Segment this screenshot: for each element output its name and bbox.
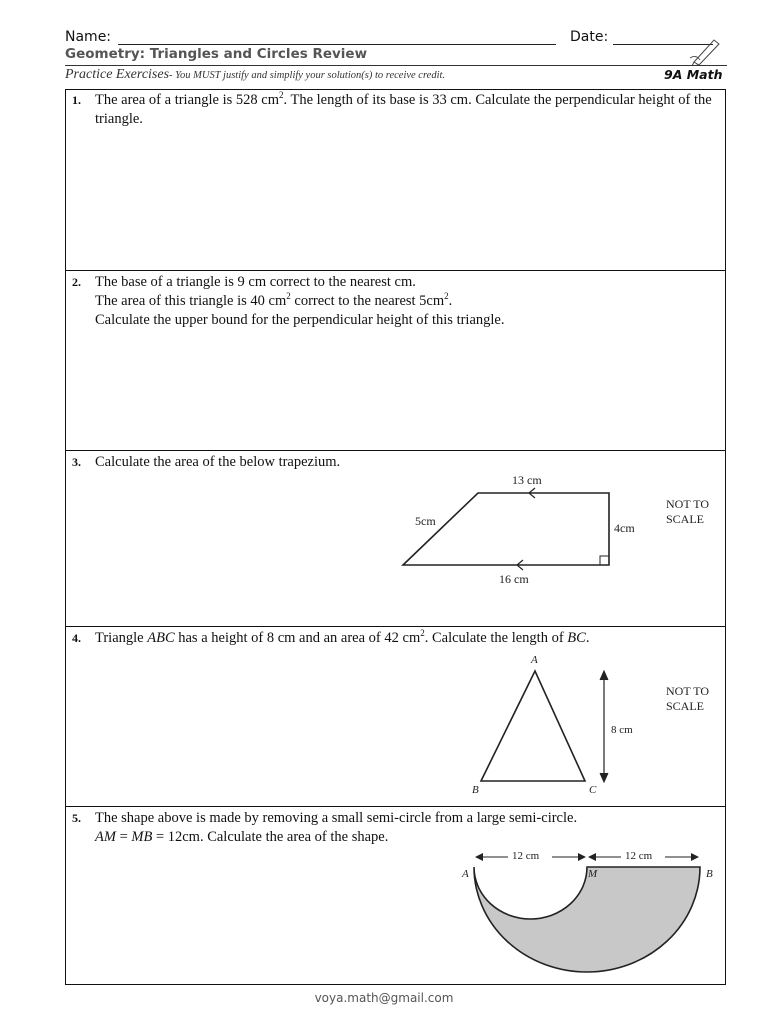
subtitle-main: Practice Exercises — [65, 67, 170, 82]
course-label: 9A Math — [664, 67, 723, 82]
question-1 — [65, 89, 726, 270]
date-label: Date: — [570, 29, 609, 45]
triangle-figure — [460, 653, 640, 798]
right-side-label: 4cm — [614, 521, 635, 535]
not-to-scale-note: NOT TO SCALE — [666, 497, 710, 526]
question-number: 5. — [72, 811, 81, 825]
answer-area[interactable] — [75, 341, 715, 446]
vertex-c-label: C — [589, 784, 597, 796]
point-m-label: M — [588, 868, 598, 880]
point-a-label: A — [462, 868, 469, 880]
point-b-label: B — [706, 868, 713, 880]
question-2 — [65, 270, 726, 450]
answer-area[interactable] — [75, 139, 715, 264]
am-measure-label: 12 cm — [512, 850, 540, 862]
semicircle-figure — [455, 847, 725, 982]
footer-email: voya.math@gmail.com — [314, 991, 454, 1005]
subtitle-note: - You MUST justify and simplify your solution(s) to receive credit. — [169, 70, 446, 81]
question-3 — [65, 450, 726, 626]
vertex-b-label: B — [472, 784, 479, 796]
not-to-scale-note: NOT TO SCALE — [666, 684, 710, 713]
question-text: The area of a triangle is 528 $cm^2$. The length of its base is 33 cm. Calculate the perpendicular height of the triangle. — [95, 90, 712, 127]
question-number: 1. — [72, 93, 81, 107]
bottom-side-label: 16 cm — [499, 572, 529, 586]
question-text: Calculate the area of the below trapezium. — [95, 454, 341, 470]
question-number: 2. — [72, 275, 81, 289]
name-label: Name: — [65, 29, 112, 45]
height-label: 8 cm — [611, 724, 633, 736]
question-5 — [65, 806, 726, 985]
pencil-icon — [688, 36, 724, 66]
question-4 — [65, 626, 726, 806]
trapezium-figure — [395, 471, 645, 591]
name-field[interactable] — [118, 44, 556, 45]
question-text: The base of a triangle is 9 cm correct to the nearest cm. The area of this triangle is 40 $cm^2$ correct to the nearest $5cm^2$. Calculate the upper bound for the perpendicular height of this triangle. — [95, 274, 505, 328]
mb-measure-label: 12 cm — [625, 850, 653, 862]
page-title: Geometry: Triangles and Circles Review — [65, 46, 368, 62]
question-number: 3. — [72, 455, 81, 469]
slant-side-label: 5cm — [415, 514, 436, 528]
vertex-a-label: A — [531, 654, 538, 666]
top-side-label: 13 cm — [512, 473, 542, 487]
question-number: 4. — [72, 631, 81, 645]
title-divider — [65, 65, 727, 66]
shaded-region — [474, 867, 700, 972]
question-text: The shape above is made by removing a small semi-circle from a large semi-circle. AM = MB = 12cm. Calculate the area of the shape. — [95, 810, 578, 845]
question-text: Triangle ABC has a height of 8 cm and an area of 42 $cm^2$. Calculate the length of BC. — [95, 628, 590, 646]
subtitle — [65, 67, 445, 83]
